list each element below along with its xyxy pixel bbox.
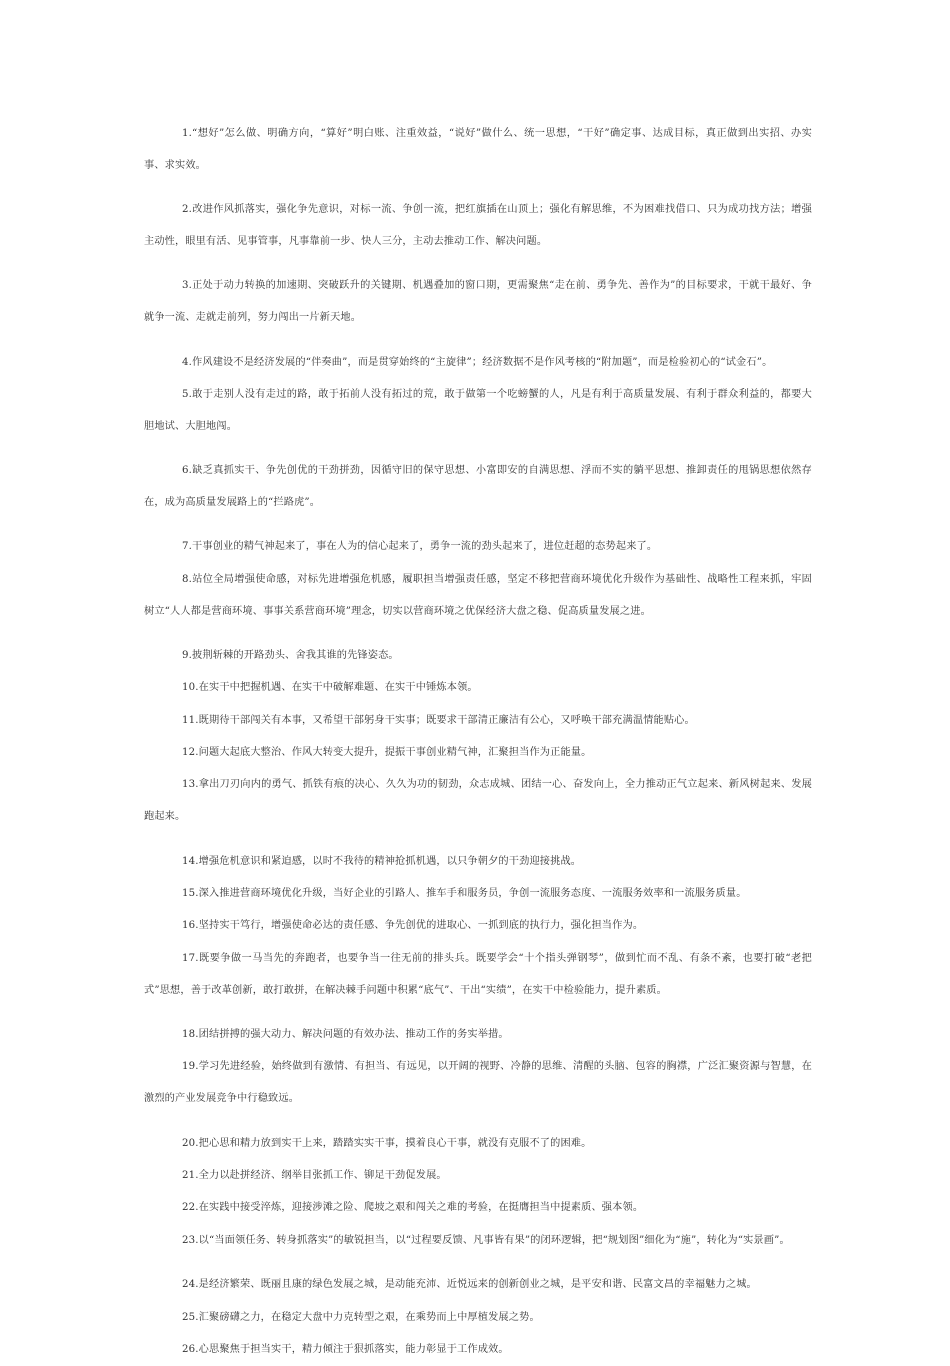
- paragraph-3: 3.正处于动力转换的加速期、突破跃升的关键期、机遇叠加的窗口期，更需聚焦“走在前、勇争先、善作为”的目标要求，干就干最好、争就争一流、走就走前列，努力闯出一片新天地。: [144, 280, 812, 324]
- paragraph-13: 13.拿出刀刃向内的勇气、抓铁有痕的决心、久久为功的韧劲，众志成城、团结一心、奋发向上，全力推动正气立起来、新风树起来、发展跑起来。: [144, 779, 812, 823]
- paragraph-8: 8.站位全局增强使命感，对标先进增强危机感，履职担当增强责任感，坚定不移把营商环境优化升级作为基础性、战略性工程来抓，牢固树立“人人都是营商环境、事事关系营商环境”理念，切实以营商环境之优保经济大盘之稳、促高质量发展之进。: [144, 573, 812, 617]
- paragraph-20: 20.把心思和精力放到实干上来，踏踏实实干事，摸着良心干事，就没有克服不了的困难。: [182, 1137, 592, 1149]
- paragraph-4: 4.作风建设不是经济发展的“伴奏曲”，而是贯穿始终的“主旋律”；经济数据不是作风考核的“附加题”，而是检验初心的“试金石”。: [182, 356, 773, 368]
- paragraph-18: 18.团结拼搏的强大动力、解决问题的有效办法、推动工作的务实举措。: [182, 1029, 509, 1041]
- paragraph-22: 22.在实践中接受淬炼，迎接涉滩之险、爬坡之艰和闯关之难的考验，在挺膺担当中提素质、强本领。: [182, 1202, 644, 1214]
- paragraph-17: 17.既要争做一马当先的奔跑者，也要争当一往无前的排头兵。既要学会“十个指头弹钢琴”，做到忙而不乱、有条不紊，也要打破“老把式”思想，善于改革创新，敢打敢拼，在解决棘手问题中积累“底气”、干出“实绩”，在实干中检验能力，提升素质。: [144, 952, 812, 996]
- paragraph-6: 6.缺乏真抓实干、争先创优的干劲拼劲，因循守旧的保守思想、小富即安的自满思想、浮而不实的躺平思想、推卸责任的甩锅思想依然存在，成为高质量发展路上的“拦路虎”。: [144, 465, 812, 508]
- paragraph-2: 2.改进作风抓落实，强化争先意识，对标一流、争创一流，把红旗插在山顶上；强化有解思维，不为困难找借口、只为成功找方法；增强主动性，眼里有活、见事管事，凡事靠前一步、快人三分，主动去推动工作、解决问题。: [144, 204, 812, 247]
- paragraph-12: 12.问题大起底大整治、作风大转变大提升，提振干事创业精气神，汇聚担当作为正能量。: [182, 747, 592, 759]
- paragraph-11: 11.既期待干部闯关有本事，又希望干部躬身干实事；既要求干部清正廉洁有公心，又呼唤干部充满温情能贴心。: [182, 714, 695, 726]
- paragraph-5: 5.敢于走别人没有走过的路，敢于拓前人没有拓过的荒，敢于做第一个吃螃蟹的人，凡是有利于高质量发展、有利于群众利益的，都要大胆地试、大胆地闯。: [144, 388, 812, 432]
- paragraph-7: 7.干事创业的精气神起来了，事在人为的信心起来了，勇争一流的劲头起来了，进位赶超的态势起来了。: [182, 541, 658, 553]
- paragraph-23: 23.以“当面领任务、转身抓落实”的敏锐担当，以“过程要反馈、凡事皆有果”的闭环逻辑，把“规划图”细化为“施”，转化为“实景画”。: [182, 1234, 790, 1246]
- document-body: [144, 118, 812, 1366]
- paragraph-21: 21.全力以赴拼经济、纲举目张抓工作、铆足干劲促发展。: [182, 1169, 447, 1181]
- paragraph-16: 16.坚持实干笃行，增强使命必达的责任感、争先创优的进取心、一抓到底的执行力，强化担当作为。: [182, 920, 644, 932]
- paragraph-14: 14.增强危机意识和紧迫感，以时不我待的精神抢抓机遇，以只争朝夕的干劲迎接挑战。: [182, 855, 582, 867]
- paragraph-10: 10.在实干中把握机遇、在实干中破解难题、在实干中锤炼本领。: [182, 682, 478, 694]
- paragraph-19: 19.学习先进经验，始终做到有激情、有担当、有远见，以开阔的视野、冷静的思维、清醒的头脑、包容的胸襟，广泛汇聚资源与智慧，在激烈的产业发展竞争中行稳致远。: [144, 1061, 812, 1105]
- paragraph-1: 1.“想好”怎么做、明确方向，“算好”明白账、注重效益，“说好”做什么、统一思想，“干好”确定事、达成目标，真正做到出实招、办实事、求实效。: [144, 128, 812, 171]
- paragraph-25: 25.汇聚磅礴之力，在稳定大盘中力克转型之艰，在乘势而上中厚植发展之势。: [182, 1311, 540, 1323]
- paragraph-9: 9.披荆斩棘的开路劲头、舍我其谁的先锋姿态。: [182, 649, 399, 661]
- paragraph-15: 15.深入推进营商环境优化升级，当好企业的引路人、推车手和服务员，争创一流服务态度、一流服务效率和一流服务质量。: [182, 888, 747, 900]
- paragraph-24: 24.是经济繁荣、既丽且康的绿色发展之城，是动能充沛、近悦远来的创新创业之城，是平安和谐、民富文昌的幸福魅力之城。: [182, 1279, 757, 1291]
- paragraph-26: 26.心思聚焦于担当实干，精力倾注于狠抓落实，能力彰显于工作成效。: [182, 1343, 509, 1355]
